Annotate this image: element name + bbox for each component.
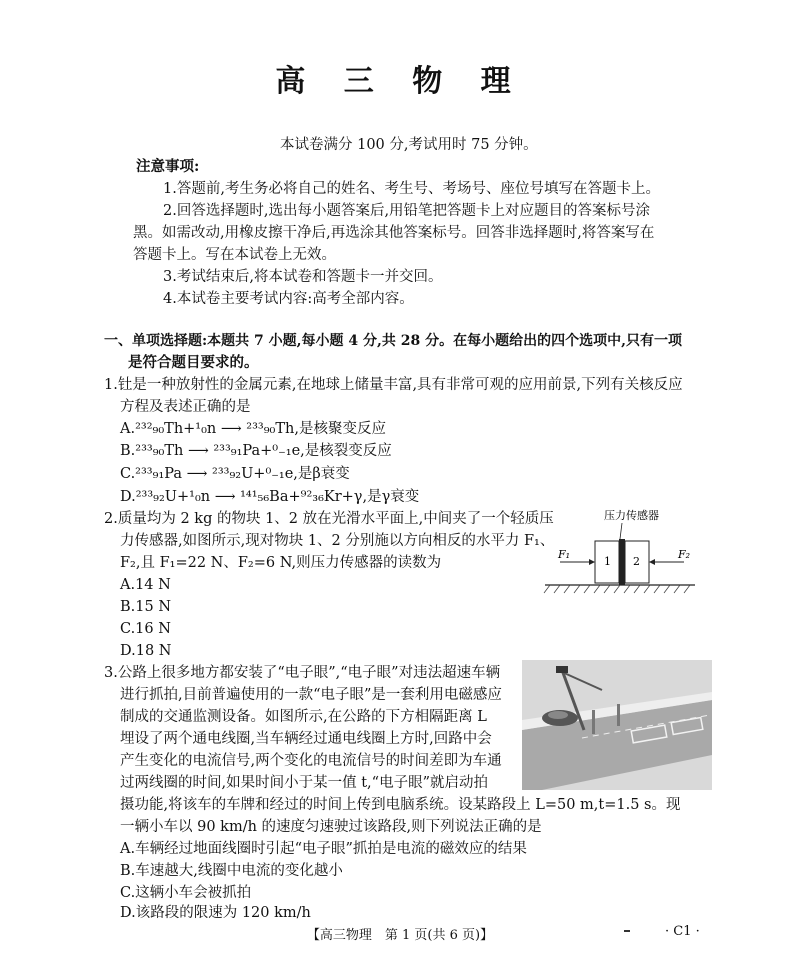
footer-code: · C1 · [665,924,700,939]
q3-stem: 过两线圈的时间,如果时间小于某一值 t,“电子眼”就启动拍 [120,775,488,791]
notes-heading: 注意事项: [136,158,200,175]
q2-figure [540,505,700,600]
f2-arrowhead [649,559,655,565]
q1-stem: 1.钍是一种放射性的金属元素,在地球上储量丰富,具有非常可观的应用前景,下列有关核反应 [104,377,683,393]
q1-option-d: D.²³³₉₂U+¹₀n ⟶ ¹⁴¹₅₆Ba+⁹²₃₆Kr+γ,是γ衰变 [120,489,420,505]
q1-option-b: B.²³³₉₀Th ⟶ ²³³₉₁Pa+⁰₋₁e,是核裂变反应 [120,443,392,459]
q3-option-b: B.车速越大,线圈中电流的变化越小 [120,863,343,879]
ground-hatch [544,585,690,593]
section-heading: 一、单项选择题:本题共 7 小题,每小题 4 分,共 28 分。在每小题给出的四个选项中,只有一项 [104,333,682,349]
post-right [617,704,620,726]
q2-stem: 力传感器,如图所示,现对物块 1、2 分别施以方向相反的水平力 F₁、 [120,533,555,549]
q1-option-c: C.²³³₉₁Pa ⟶ ²³³₉₂U+⁰₋₁e,是β衰变 [120,466,350,482]
sensor-pointer [620,523,622,539]
q1-stem-cont: 方程及表述正确的是 [120,399,251,415]
note-line: 2.回答选择题时,选出每小题答案后,用铅笔把答题卡上对应题目的答案标号涂 [163,203,651,219]
q2-option-c: C.16 N [120,621,171,637]
footer-page-label: 【高三物理 第 1 页(共 6 页)】 [306,928,494,943]
q2-stem: F₂,且 F₁=22 N、F₂=6 N,则压力传感器的读数为 [120,555,442,571]
q3-stem: 埋设了两个通电线圈,当车辆经过通电线圈上方时,回路中会 [120,731,492,747]
q3-option-d: D.该路段的限速为 120 km/h [120,905,311,921]
q2-option-a: A.14 N [120,577,171,593]
sensor-label: 压力传感器 [604,509,659,522]
car-window [548,711,568,719]
block-2-label: 2 [633,555,640,568]
q3-stem: 产生变化的电流信号,两个变化的电流信号的时间差即为车通 [120,753,502,769]
q3-stem: 摄功能,将该车的车牌和经过的时间上传到电脑系统。设某路段上 L=50 m,t=1.5 s。现 [120,797,681,813]
note-line: 3.考试结束后,将本试卷和答题卡一并交回。 [163,269,443,285]
note-line: 4.本试卷主要考试内容:高考全部内容。 [163,291,414,307]
q3-option-a: A.车辆经过地面线圈时引起“电子眼”抓拍是电流的磁效应的结果 [120,841,527,857]
q2-option-b: B.15 N [120,599,172,615]
note-line: 答题卡上。写在本试卷上无效。 [133,247,336,263]
q3-stem: 3.公路上很多地方都安装了“电子眼”,“电子眼”对违法超速车辆 [104,665,501,681]
note-line: 1.答题前,考生务必将自己的姓名、考生号、考场号、座位号填写在答题卡上。 [163,181,660,197]
block-1-label: 1 [604,555,611,568]
page-title: 高 三 物 理 [275,64,525,99]
post-left [592,710,595,734]
q1-option-a: A.²³²₉₀Th+¹₀n ⟶ ²³³₉₀Th,是核聚变反应 [120,421,386,437]
q3-road-figure [522,660,712,790]
score-info: 本试卷满分 100 分,考试用时 75 分钟。 [280,137,538,153]
q3-stem: 进行抓拍,目前普遍使用的一款“电子眼”是一套利用电磁感应 [120,687,502,703]
q3-stem: 制成的交通监测设备。如图所示,在公路的下方相隔距离 L [120,709,487,725]
camera-icon [556,666,568,673]
footer-mark [624,930,630,932]
q3-option-c: C.这辆小车会被抓拍 [120,885,252,901]
section-heading-cont: 是符合题目要求的。 [128,354,259,371]
f1-arrowhead [589,559,595,565]
f1-label: F₁ [558,548,571,561]
pressure-sensor [619,539,625,585]
q2-stem: 2.质量均为 2 kg 的物块 1、2 放在光滑水平面上,中间夹了一个轻质压 [104,511,554,527]
q3-stem: 一辆小车以 90 km/h 的速度匀速驶过该路段,则下列说法正确的是 [120,819,542,835]
f2-label: F₂ [678,548,691,561]
note-line: 黑。如需改动,用橡皮擦干净后,再选涂其他答案标号。回答非选择题时,将答案写在 [133,225,655,241]
q2-option-d: D.18 N [120,643,172,659]
